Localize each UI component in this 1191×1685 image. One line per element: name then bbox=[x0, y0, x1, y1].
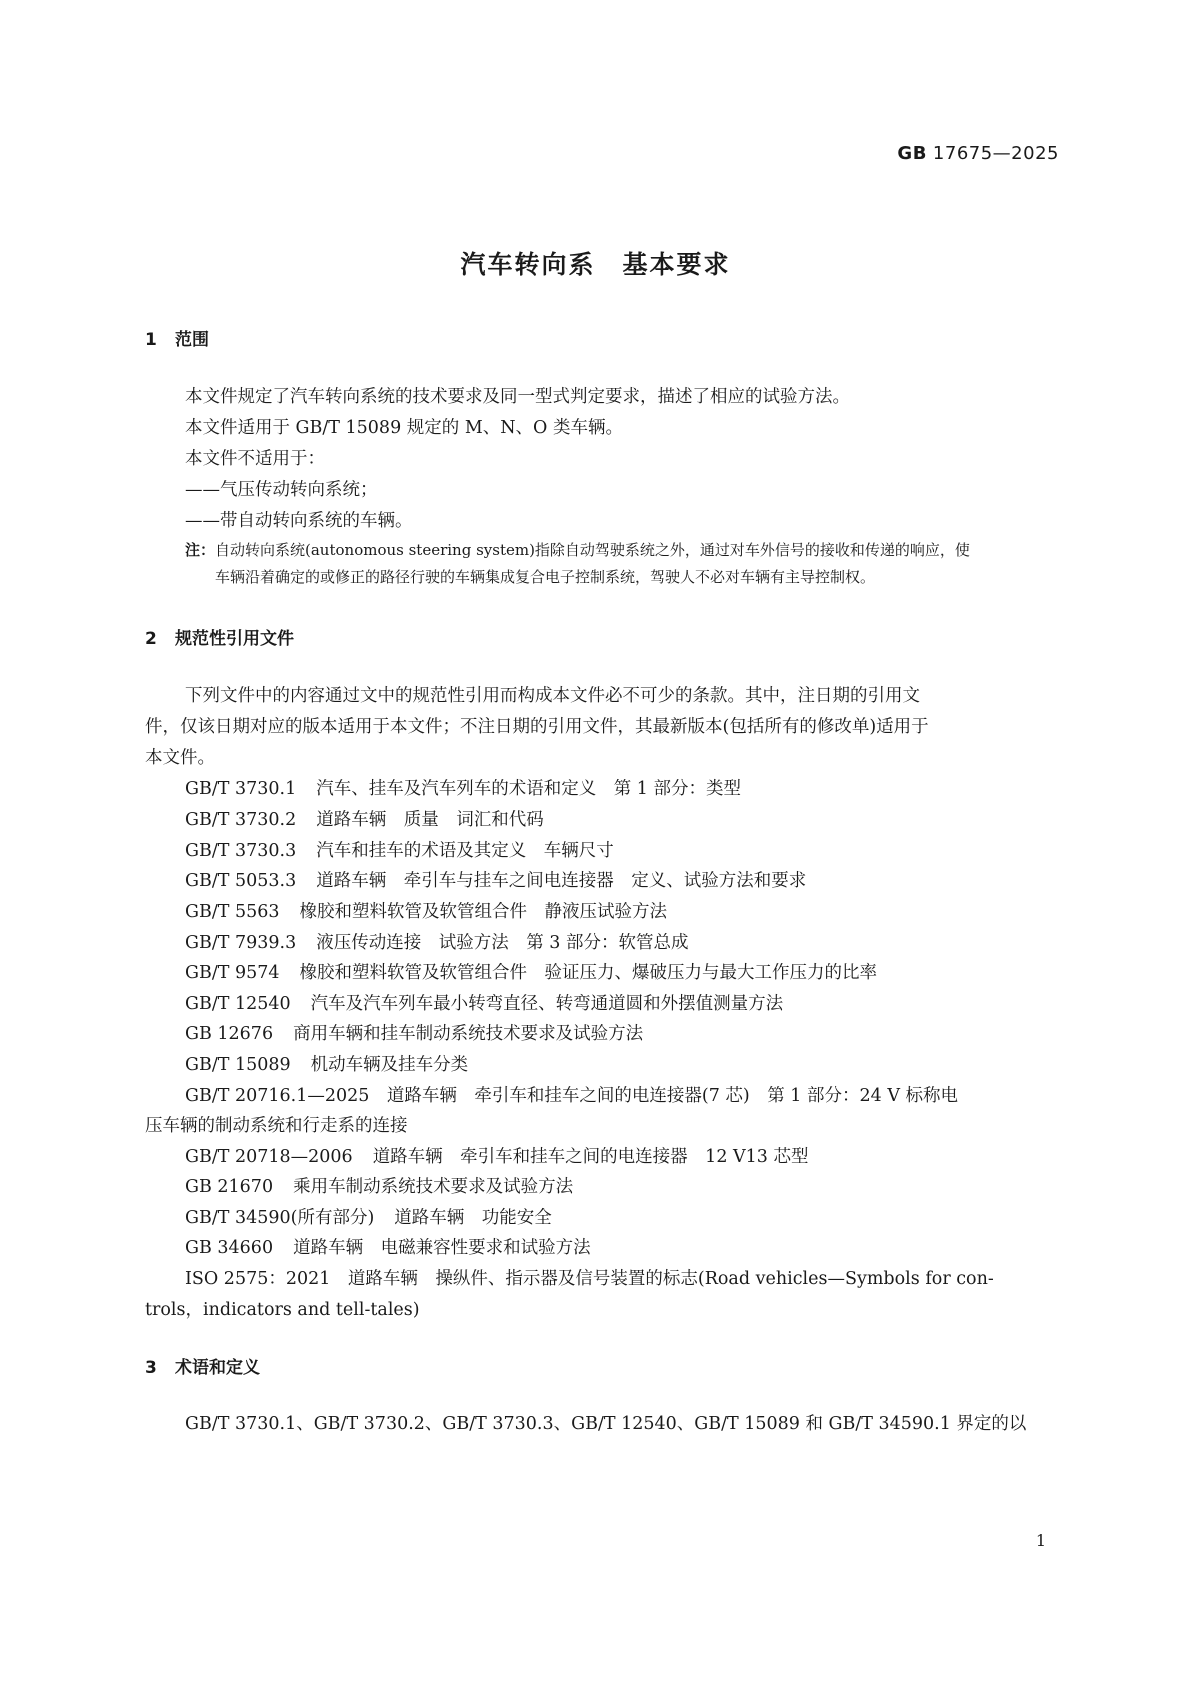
reference-item bbox=[185, 1173, 573, 1198]
document-title: 汽车转向系 基本要求 bbox=[460, 250, 731, 279]
reference-code: GB 34660 bbox=[185, 1238, 274, 1258]
reference-title: 汽车、挂车及汽车列车的术语和定义 第 1 部分：类型 bbox=[316, 779, 741, 799]
section-title: 范围 bbox=[175, 330, 209, 350]
reference-code: GB/T 12540 bbox=[185, 994, 291, 1014]
paragraph: 本文件适用于 GB/T 15089 规定的 M、N、O 类车辆。 bbox=[185, 418, 623, 438]
note-text: 自动转向系统(autonomous steering system)指除自动驾驶系统之外，通过对车外信号的接收和传递的响应，使 bbox=[215, 541, 970, 559]
standard-number: 17675—2025 bbox=[932, 143, 1059, 164]
reference-code: GB/T 15089 bbox=[185, 1055, 291, 1075]
reference-code: GB/T 5563 bbox=[185, 902, 280, 922]
list-item: ——气压传动转向系统； bbox=[185, 480, 378, 500]
reference-code: GB 12676 bbox=[185, 1024, 274, 1044]
reference-title: 道路车辆 电磁兼容性要求和试验方法 bbox=[293, 1238, 591, 1258]
reference-item bbox=[185, 1143, 809, 1168]
reference-title: 液压传动连接 试验方法 第 3 部分：软管总成 bbox=[316, 933, 689, 953]
reference-item-cont: 压车辆的制动系统和行走系的连接 bbox=[145, 1116, 408, 1136]
page-number: 1 bbox=[1035, 1531, 1046, 1550]
paragraph-cont: 件，仅该日期对应的版本适用于本文件；不注日期的引用文件，其最新版本(包括所有的修改单)适用于 bbox=[145, 717, 929, 737]
reference-title: 橡胶和塑料软管及软管组合件 验证压力、爆破压力与最大工作压力的比率 bbox=[299, 963, 878, 983]
reference-title: 橡胶和塑料软管及软管组合件 静液压试验方法 bbox=[299, 902, 668, 922]
reference-item bbox=[185, 837, 614, 862]
reference-item bbox=[185, 1020, 643, 1045]
reference-item: GB/T 20716.1—2025 道路车辆 牵引车和挂车之间的电连接器(7 芯) 第 1 部分：24 V 标称电 bbox=[185, 1086, 959, 1106]
section-number: 1 bbox=[145, 330, 157, 350]
reference-item bbox=[185, 806, 544, 831]
section-2-heading bbox=[145, 624, 294, 649]
note-text-cont: 车辆沿着确定的或修正的路径行驶的车辆集成复合电子控制系统，驾驶人不必对车辆有主导控制权。 bbox=[215, 568, 876, 586]
reference-item bbox=[185, 959, 877, 984]
standard-prefix: GB bbox=[897, 143, 927, 164]
reference-title: 汽车和挂车的术语及其定义 车辆尺寸 bbox=[316, 841, 614, 861]
standard-code bbox=[897, 143, 1059, 164]
section-number: 3 bbox=[145, 1358, 157, 1378]
reference-code: GB/T 9574 bbox=[185, 963, 280, 983]
reference-title: 汽车及汽车列车最小转弯直径、转弯通道圆和外摆值测量方法 bbox=[310, 994, 784, 1014]
list-item: ——带自动转向系统的车辆。 bbox=[185, 511, 413, 531]
reference-code: GB/T 7939.3 bbox=[185, 933, 297, 953]
reference-item: ISO 2575：2021 道路车辆 操纵件、指示器及信号装置的标志(Road vehicles—Symbols for con- bbox=[185, 1269, 994, 1289]
reference-item bbox=[185, 775, 741, 800]
reference-item bbox=[185, 1234, 591, 1259]
section-number: 2 bbox=[145, 629, 157, 649]
reference-code: GB/T 3730.1 bbox=[185, 779, 297, 799]
reference-title: 道路车辆 功能安全 bbox=[394, 1208, 552, 1228]
reference-title: 乘用车制动系统技术要求及试验方法 bbox=[293, 1177, 574, 1197]
reference-item bbox=[185, 990, 783, 1015]
reference-item bbox=[185, 929, 688, 954]
reference-code: GB/T 20718—2006 bbox=[185, 1147, 353, 1167]
reference-item-cont: trols，indicators and tell-tales) bbox=[145, 1300, 420, 1320]
paragraph: 下列文件中的内容通过文中的规范性引用而构成本文件必不可少的条款。其中，注日期的引用文 bbox=[185, 686, 920, 706]
reference-code: GB/T 34590(所有部分) bbox=[185, 1208, 375, 1228]
reference-title: 道路车辆 牵引车与挂车之间电连接器 定义、试验方法和要求 bbox=[316, 871, 807, 891]
paragraph: 本文件不适用于： bbox=[185, 449, 325, 469]
note bbox=[185, 539, 970, 560]
section-1-heading bbox=[145, 325, 209, 350]
reference-item bbox=[185, 1051, 468, 1076]
reference-title: 商用车辆和挂车制动系统技术要求及试验方法 bbox=[293, 1024, 644, 1044]
note-label: 注： bbox=[185, 541, 216, 559]
paragraph: 本文件规定了汽车转向系统的技术要求及同一型式判定要求，描述了相应的试验方法。 bbox=[185, 387, 850, 407]
reference-code: GB/T 5053.3 bbox=[185, 871, 297, 891]
reference-code: GB/T 3730.2 bbox=[185, 810, 297, 830]
reference-title: 道路车辆 质量 词汇和代码 bbox=[316, 810, 544, 830]
reference-title: 机动车辆及挂车分类 bbox=[310, 1055, 469, 1075]
section-title: 规范性引用文件 bbox=[175, 629, 294, 649]
reference-title: 道路车辆 牵引车和挂车之间的电连接器 12 V13 芯型 bbox=[372, 1147, 809, 1167]
reference-code: GB 21670 bbox=[185, 1177, 274, 1197]
section-3-heading bbox=[145, 1353, 260, 1378]
reference-item bbox=[185, 867, 806, 892]
paragraph: GB/T 3730.1、GB/T 3730.2、GB/T 3730.3、GB/T 12540、GB/T 15089 和 GB/T 34590.1 界定的以 bbox=[185, 1414, 1027, 1434]
reference-item bbox=[185, 898, 667, 923]
reference-code: GB/T 3730.3 bbox=[185, 841, 297, 861]
reference-item bbox=[185, 1204, 552, 1229]
section-title: 术语和定义 bbox=[175, 1358, 260, 1378]
paragraph-cont: 本文件。 bbox=[145, 748, 215, 768]
